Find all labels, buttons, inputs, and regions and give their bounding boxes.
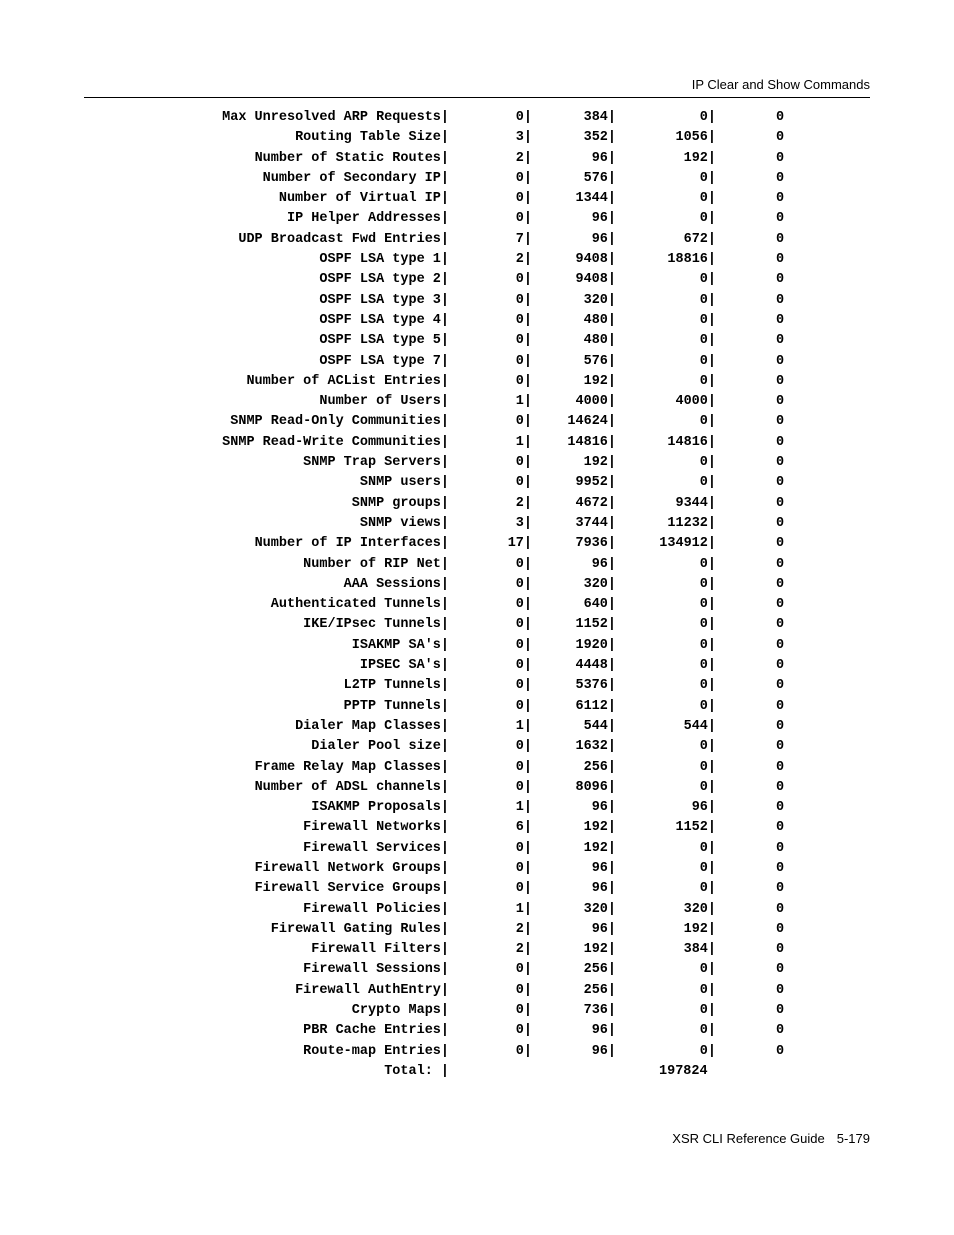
cell-size: 9952| xyxy=(575,475,616,491)
cell-size: 544| xyxy=(583,718,616,734)
row-label: Firewall Policies| xyxy=(303,901,449,917)
cell-total-bytes: 0| xyxy=(699,312,716,328)
cell-in-use: 2| xyxy=(515,495,532,511)
cell-failures: 0 xyxy=(776,597,785,613)
cell-failures: 0 xyxy=(776,495,785,511)
table-row xyxy=(0,555,954,575)
cell-failures: 0 xyxy=(776,962,785,978)
cell-total-bytes: 0| xyxy=(699,414,716,430)
cell-size: 1344| xyxy=(575,191,616,207)
cell-total-bytes: 672| xyxy=(683,231,716,247)
table-row xyxy=(0,676,954,696)
cell-total-bytes: 1152| xyxy=(675,820,716,836)
cell-in-use: 0| xyxy=(515,1003,532,1019)
cell-total-bytes: 9344| xyxy=(675,495,716,511)
cell-failures: 0 xyxy=(776,840,785,856)
cell-in-use: 1| xyxy=(515,901,532,917)
cell-size: 14624| xyxy=(567,414,616,430)
cell-failures: 0 xyxy=(776,1043,785,1059)
cell-size: 96| xyxy=(591,921,616,937)
cell-total-bytes: 0| xyxy=(699,272,716,288)
cell-in-use: 0| xyxy=(515,597,532,613)
table-row xyxy=(0,595,954,615)
cell-failures: 0 xyxy=(776,820,785,836)
row-label: Number of Virtual IP| xyxy=(278,191,449,207)
table-row xyxy=(0,189,954,209)
cell-total-bytes: 0| xyxy=(699,211,716,227)
table-row xyxy=(0,514,954,534)
row-label: IP Helper Addresses| xyxy=(286,211,449,227)
cell-size: 736| xyxy=(583,1003,616,1019)
table-row xyxy=(0,778,954,798)
cell-total-bytes: 544| xyxy=(683,718,716,734)
cell-failures: 0 xyxy=(776,191,785,207)
cell-size: 4448| xyxy=(575,658,616,674)
cell-in-use: 0| xyxy=(515,637,532,653)
row-label: Route-map Entries| xyxy=(303,1043,449,1059)
cell-failures: 0 xyxy=(776,678,785,694)
table-row xyxy=(0,270,954,290)
cell-total-bytes: 0| xyxy=(699,170,716,186)
cell-in-use: 0| xyxy=(515,840,532,856)
cell-failures: 0 xyxy=(776,110,785,125)
row-label: Authenticated Tunnels| xyxy=(270,597,449,613)
cell-size: 4000| xyxy=(575,394,616,410)
cell-failures: 0 xyxy=(776,252,785,268)
row-label: ISAKMP Proposals| xyxy=(311,800,449,816)
cell-size: 256| xyxy=(583,759,616,775)
cell-in-use: 0| xyxy=(515,312,532,328)
row-label: Routing Table Size| xyxy=(295,130,449,146)
cell-total-bytes: 0| xyxy=(699,698,716,714)
cell-failures: 0 xyxy=(776,556,785,572)
cell-total-bytes: 0| xyxy=(699,455,716,471)
row-label: IPSEC SA's| xyxy=(359,658,449,674)
table-row xyxy=(0,534,954,554)
row-label: L2TP Tunnels| xyxy=(343,678,449,694)
cell-size: 320| xyxy=(583,576,616,592)
cell-in-use: 0| xyxy=(515,678,532,694)
cell-in-use: 0| xyxy=(515,292,532,308)
cell-total-bytes: 0| xyxy=(699,962,716,978)
cell-failures: 0 xyxy=(776,333,785,349)
cell-failures: 0 xyxy=(776,1003,785,1019)
table-row xyxy=(0,615,954,635)
cell-in-use: 0| xyxy=(515,191,532,207)
cell-total-bytes: 0| xyxy=(699,110,716,125)
cell-in-use: 0| xyxy=(515,658,532,674)
table-row xyxy=(0,818,954,838)
cell-failures: 0 xyxy=(776,698,785,714)
table-row xyxy=(0,412,954,432)
row-label: Dialer Map Classes| xyxy=(295,718,449,734)
cell-size: 256| xyxy=(583,962,616,978)
cell-failures: 0 xyxy=(776,576,785,592)
cell-total-bytes: 0| xyxy=(699,759,716,775)
cell-size: 96| xyxy=(591,231,616,247)
table-row xyxy=(0,798,954,818)
table-row xyxy=(0,920,954,940)
cell-size: 3744| xyxy=(575,515,616,531)
row-label: SNMP Read-Write Communities| xyxy=(222,434,449,450)
table-row xyxy=(0,291,954,311)
cell-total-bytes: 0| xyxy=(699,637,716,653)
cell-failures: 0 xyxy=(776,434,785,450)
cell-in-use: 0| xyxy=(515,1023,532,1039)
cell-size: 5376| xyxy=(575,678,616,694)
table-row xyxy=(0,352,954,372)
cell-in-use: 0| xyxy=(515,617,532,633)
cell-total-bytes: 0| xyxy=(699,333,716,349)
cell-failures: 0 xyxy=(776,455,785,471)
cell-size: 480| xyxy=(583,333,616,349)
footer-page-number: 5-179 xyxy=(836,1131,870,1146)
cell-failures: 0 xyxy=(776,475,785,491)
table-row xyxy=(0,697,954,717)
cell-size: 352| xyxy=(583,130,616,146)
table-row xyxy=(0,494,954,514)
cell-total-bytes: 1056| xyxy=(675,130,716,146)
table-row xyxy=(0,311,954,331)
cell-size: 1632| xyxy=(575,739,616,755)
cell-failures: 0 xyxy=(776,312,785,328)
cell-in-use: 0| xyxy=(515,556,532,572)
cell-size: 640| xyxy=(583,597,616,613)
cell-in-use: 0| xyxy=(515,982,532,998)
footer-guide-title: XSR CLI Reference Guide xyxy=(672,1131,825,1146)
row-label: PBR Cache Entries| xyxy=(303,1023,449,1039)
row-label: OSPF LSA type 7| xyxy=(319,353,449,369)
cell-size: 192| xyxy=(583,820,616,836)
cell-in-use: 0| xyxy=(515,475,532,491)
cell-in-use: 1| xyxy=(515,718,532,734)
cell-total-bytes: 0| xyxy=(699,617,716,633)
cell-total-bytes: 96| xyxy=(691,800,716,816)
cell-total-bytes: 14816| xyxy=(667,434,716,450)
table-row xyxy=(0,656,954,676)
cell-in-use: 0| xyxy=(515,962,532,978)
cell-total-bytes: 0| xyxy=(699,678,716,694)
cell-size: 192| xyxy=(583,942,616,958)
row-label: Crypto Maps| xyxy=(351,1003,449,1019)
cell-size: 96| xyxy=(591,1023,616,1039)
table-row xyxy=(0,473,954,493)
cell-size: 320| xyxy=(583,292,616,308)
table-row xyxy=(0,209,954,229)
table-row xyxy=(0,169,954,189)
cell-failures: 0 xyxy=(776,130,785,146)
table-row xyxy=(0,1021,954,1041)
cell-total-bytes: 0| xyxy=(699,840,716,856)
resource-usage-table xyxy=(0,108,954,1082)
cell-in-use: 2| xyxy=(515,150,532,166)
cell-in-use: 2| xyxy=(515,942,532,958)
cell-in-use: 0| xyxy=(515,1043,532,1059)
cell-total-bytes: 192| xyxy=(683,150,716,166)
cell-total-bytes: 0| xyxy=(699,292,716,308)
row-label: Firewall Filters| xyxy=(311,942,449,958)
cell-size: 6112| xyxy=(575,698,616,714)
row-label: Firewall Gating Rules| xyxy=(270,921,449,937)
cell-size: 9408| xyxy=(575,252,616,268)
row-label: Firewall Sessions| xyxy=(303,962,449,978)
table-row xyxy=(0,372,954,392)
row-label: OSPF LSA type 3| xyxy=(319,292,449,308)
row-label: SNMP Trap Servers| xyxy=(303,455,449,471)
cell-failures: 0 xyxy=(776,272,785,288)
cell-size: 576| xyxy=(583,353,616,369)
cell-failures: 0 xyxy=(776,1023,785,1039)
row-label: SNMP users| xyxy=(359,475,449,491)
cell-failures: 0 xyxy=(776,536,785,552)
cell-size: 96| xyxy=(591,800,616,816)
cell-size: 8096| xyxy=(575,779,616,795)
cell-failures: 0 xyxy=(776,515,785,531)
table-row xyxy=(0,717,954,737)
cell-in-use: 0| xyxy=(515,373,532,389)
cell-in-use: 0| xyxy=(515,455,532,471)
cell-total-bytes: 0| xyxy=(699,739,716,755)
cell-in-use: 0| xyxy=(515,333,532,349)
cell-size: 1920| xyxy=(575,637,616,653)
cell-size: 192| xyxy=(583,840,616,856)
row-label: SNMP Read-Only Communities| xyxy=(230,414,449,430)
row-label: Firewall AuthEntry| xyxy=(295,982,449,998)
cell-total-bytes: 0| xyxy=(699,576,716,592)
cell-in-use: 2| xyxy=(515,921,532,937)
cell-in-use: 0| xyxy=(515,779,532,795)
table-row xyxy=(0,636,954,656)
cell-total-bytes: 192| xyxy=(683,921,716,937)
table-row xyxy=(0,940,954,960)
cell-total-bytes: 0| xyxy=(699,982,716,998)
row-label: OSPF LSA type 4| xyxy=(319,312,449,328)
cell-in-use: 0| xyxy=(515,860,532,876)
cell-failures: 0 xyxy=(776,942,785,958)
cell-in-use: 0| xyxy=(515,110,532,125)
total-row xyxy=(0,1062,954,1082)
table-row xyxy=(0,737,954,757)
cell-total-bytes: 0| xyxy=(699,191,716,207)
cell-failures: 0 xyxy=(776,779,785,795)
table-row xyxy=(0,900,954,920)
cell-failures: 0 xyxy=(776,739,785,755)
page-footer xyxy=(672,1131,870,1146)
row-label: Number of RIP Net| xyxy=(303,556,449,572)
row-label: OSPF LSA type 2| xyxy=(319,272,449,288)
row-label: Number of Users| xyxy=(319,394,449,410)
row-label: UDP Broadcast Fwd Entries| xyxy=(238,231,449,247)
cell-failures: 0 xyxy=(776,211,785,227)
cell-size: 576| xyxy=(583,170,616,186)
cell-in-use: 0| xyxy=(515,170,532,186)
cell-size: 4672| xyxy=(575,495,616,511)
cell-in-use: 1| xyxy=(515,394,532,410)
cell-total-bytes: 134912| xyxy=(659,536,716,552)
cell-size: 96| xyxy=(591,860,616,876)
cell-in-use: 3| xyxy=(515,515,532,531)
table-row xyxy=(0,575,954,595)
cell-in-use: 6| xyxy=(515,820,532,836)
cell-failures: 0 xyxy=(776,150,785,166)
table-row xyxy=(0,230,954,250)
cell-size: 1152| xyxy=(575,617,616,633)
cell-size: 96| xyxy=(591,556,616,572)
table-row xyxy=(0,758,954,778)
row-label: OSPF LSA type 1| xyxy=(319,252,449,268)
cell-size: 96| xyxy=(591,211,616,227)
cell-size: 480| xyxy=(583,312,616,328)
table-row xyxy=(0,433,954,453)
cell-failures: 0 xyxy=(776,353,785,369)
table-row xyxy=(0,108,954,128)
row-label: Dialer Pool size| xyxy=(311,739,449,755)
cell-failures: 0 xyxy=(776,292,785,308)
cell-total-bytes: 384| xyxy=(683,942,716,958)
cell-failures: 0 xyxy=(776,718,785,734)
table-row xyxy=(0,331,954,351)
cell-failures: 0 xyxy=(776,800,785,816)
row-label: Number of IP Interfaces| xyxy=(254,536,449,552)
cell-total-bytes: 11232| xyxy=(667,515,716,531)
cell-size: 256| xyxy=(583,982,616,998)
cell-failures: 0 xyxy=(776,170,785,186)
row-label: AAA Sessions| xyxy=(343,576,449,592)
cell-total-bytes: 0| xyxy=(699,779,716,795)
cell-failures: 0 xyxy=(776,982,785,998)
cell-failures: 0 xyxy=(776,231,785,247)
cell-failures: 0 xyxy=(776,881,785,897)
cell-size: 96| xyxy=(591,150,616,166)
cell-failures: 0 xyxy=(776,860,785,876)
row-label: Max Unresolved ARP Requests| xyxy=(222,110,449,125)
row-label: SNMP groups| xyxy=(351,495,449,511)
row-label: IKE/IPsec Tunnels| xyxy=(303,617,449,633)
cell-in-use: 7| xyxy=(515,231,532,247)
table-row xyxy=(0,392,954,412)
row-label: Number of Static Routes| xyxy=(254,150,449,166)
cell-failures: 0 xyxy=(776,414,785,430)
cell-size: 9408| xyxy=(575,272,616,288)
cell-in-use: 0| xyxy=(515,881,532,897)
row-label: Firewall Services| xyxy=(303,840,449,856)
table-row xyxy=(0,879,954,899)
header-rule xyxy=(84,97,870,98)
table-row xyxy=(0,839,954,859)
row-label: Firewall Network Groups| xyxy=(254,860,449,876)
row-label: Firewall Networks| xyxy=(303,820,449,836)
cell-failures: 0 xyxy=(776,901,785,917)
cell-in-use: 0| xyxy=(515,759,532,775)
cell-size: 192| xyxy=(583,373,616,389)
cell-size: 320| xyxy=(583,901,616,917)
table-row xyxy=(0,250,954,270)
running-header-title: IP Clear and Show Commands xyxy=(691,77,870,92)
table-row xyxy=(0,960,954,980)
cell-total-bytes: 4000| xyxy=(675,394,716,410)
row-label: Number of Secondary IP| xyxy=(262,170,449,186)
cell-size: 96| xyxy=(591,1043,616,1059)
cell-total-bytes: 0| xyxy=(699,1003,716,1019)
cell-in-use: 0| xyxy=(515,211,532,227)
cell-in-use: 0| xyxy=(515,414,532,430)
cell-size: 192| xyxy=(583,455,616,471)
table-row xyxy=(0,453,954,473)
row-label: Number of ADSL channels| xyxy=(254,779,449,795)
total-label: Total: | xyxy=(384,1063,449,1079)
cell-size: 384| xyxy=(583,110,616,125)
cell-total-bytes: 0| xyxy=(699,353,716,369)
cell-failures: 0 xyxy=(776,617,785,633)
cell-total-bytes: 0| xyxy=(699,658,716,674)
row-label: OSPF LSA type 5| xyxy=(319,333,449,349)
cell-total-bytes: 0| xyxy=(699,597,716,613)
table-row xyxy=(0,128,954,148)
cell-in-use: 0| xyxy=(515,576,532,592)
table-row xyxy=(0,859,954,879)
table-row xyxy=(0,149,954,169)
cell-total-bytes: 0| xyxy=(699,556,716,572)
cell-total-bytes: 0| xyxy=(699,860,716,876)
cell-total-bytes: 0| xyxy=(699,1023,716,1039)
cell-failures: 0 xyxy=(776,921,785,937)
cell-size: 96| xyxy=(591,881,616,897)
cell-in-use: 2| xyxy=(515,252,532,268)
cell-total-bytes: 320| xyxy=(683,901,716,917)
row-label: Frame Relay Map Classes| xyxy=(254,759,449,775)
cell-in-use: 17| xyxy=(507,536,532,552)
cell-failures: 0 xyxy=(776,637,785,653)
cell-in-use: 0| xyxy=(515,272,532,288)
table-row xyxy=(0,1042,954,1062)
row-label: ISAKMP SA's| xyxy=(351,637,449,653)
cell-in-use: 3| xyxy=(515,130,532,146)
cell-total-bytes: 18816| xyxy=(667,252,716,268)
table-row xyxy=(0,1001,954,1021)
row-label: PPTP Tunnels| xyxy=(343,698,449,714)
cell-in-use: 1| xyxy=(515,434,532,450)
cell-failures: 0 xyxy=(776,373,785,389)
cell-size: 7936| xyxy=(575,536,616,552)
cell-failures: 0 xyxy=(776,394,785,410)
cell-failures: 0 xyxy=(776,759,785,775)
row-label: SNMP views| xyxy=(359,515,449,531)
cell-in-use: 1| xyxy=(515,800,532,816)
cell-size: 14816| xyxy=(567,434,616,450)
cell-total-bytes: 0| xyxy=(699,475,716,491)
cell-total-bytes: 0| xyxy=(699,373,716,389)
cell-in-use: 0| xyxy=(515,698,532,714)
cell-total-bytes: 0| xyxy=(699,881,716,897)
row-label: Firewall Service Groups| xyxy=(254,881,449,897)
table-row xyxy=(0,981,954,1001)
cell-in-use: 0| xyxy=(515,353,532,369)
cell-failures: 0 xyxy=(776,658,785,674)
total-value: 197824 xyxy=(659,1063,708,1079)
row-label: Number of ACList Entries| xyxy=(246,373,449,389)
cell-in-use: 0| xyxy=(515,739,532,755)
cell-total-bytes: 0| xyxy=(699,1043,716,1059)
